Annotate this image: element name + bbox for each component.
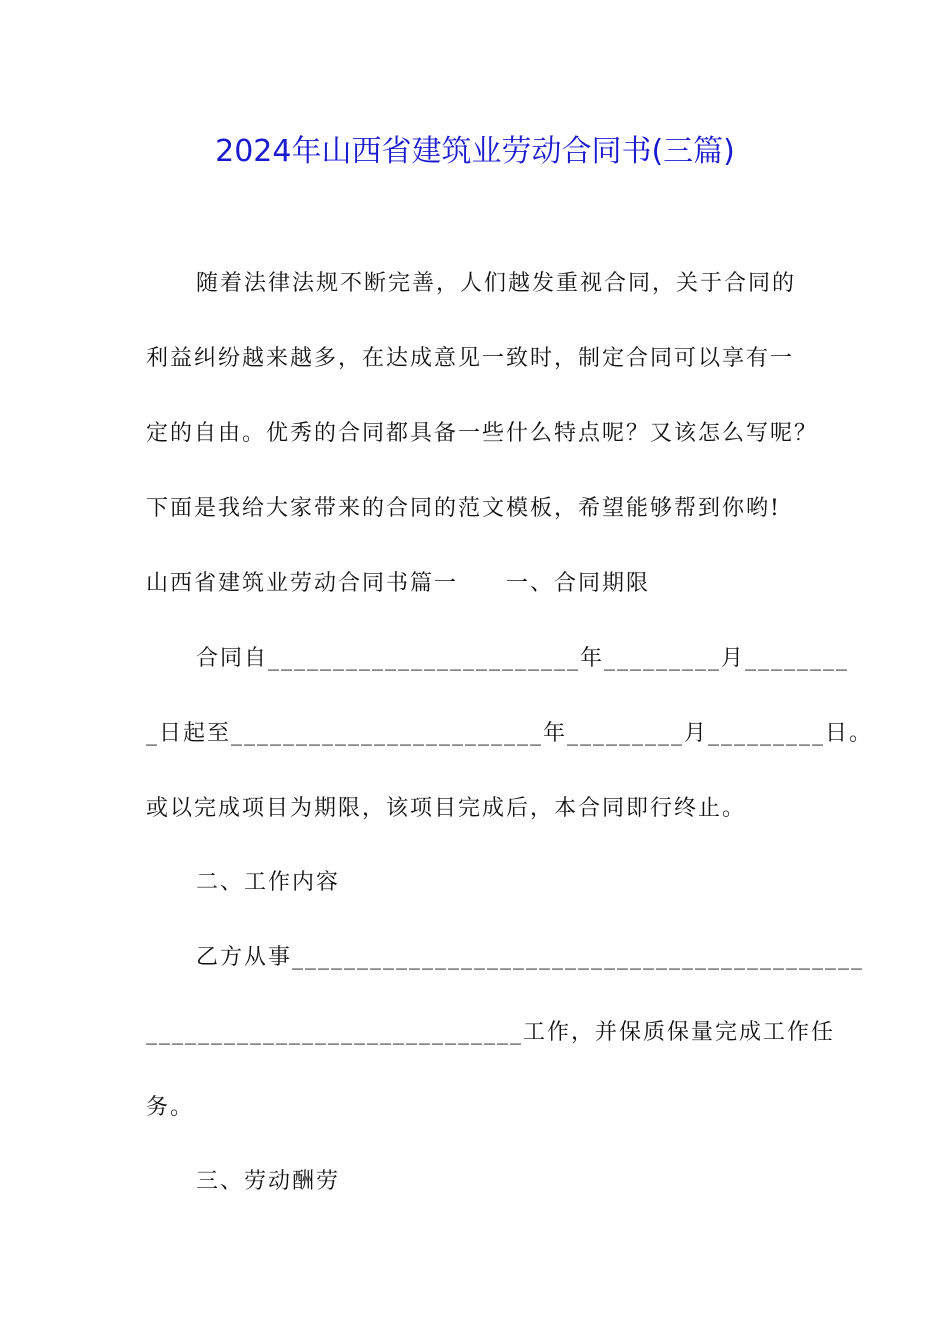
paragraph-line: 乙方从事____________________________________________ — [196, 945, 865, 970]
paragraph-line: 随着法律法规不断完善，人们越发重视合同，关于合同的 — [196, 271, 797, 296]
paragraph-line: 合同自________________________年_________月________ — [196, 646, 850, 671]
section-heading: 三、劳动酬劳 — [196, 1169, 341, 1194]
section-heading: 二、工作内容 — [196, 870, 341, 895]
paragraph-line: 下面是我给大家带来的合同的范文模板，希望能够帮到你哟! — [146, 496, 781, 521]
section-heading: 山西省建筑业劳动合同书篇一 一、合同期限 — [146, 571, 651, 596]
paragraph-line: 定的自由。优秀的合同都具备一些什么特点呢？又该怎么写呢？ — [146, 421, 819, 446]
paragraph-line: _____________________________工作，并保质保量完成工作任 — [146, 1020, 836, 1045]
paragraph-line: 或以完成项目为期限，该项目完成后，本合同即行终止。 — [146, 796, 747, 821]
document-title: 2024年山西省建筑业劳动合同书(三篇) — [215, 134, 735, 169]
paragraph-line: 利益纠纷越来越多，在达成意见一致时，制定合同可以享有一 — [146, 346, 795, 371]
paragraph-line: 务。 — [146, 1095, 195, 1120]
paragraph-line: _日起至________________________年_________月_________日。 — [146, 721, 874, 746]
